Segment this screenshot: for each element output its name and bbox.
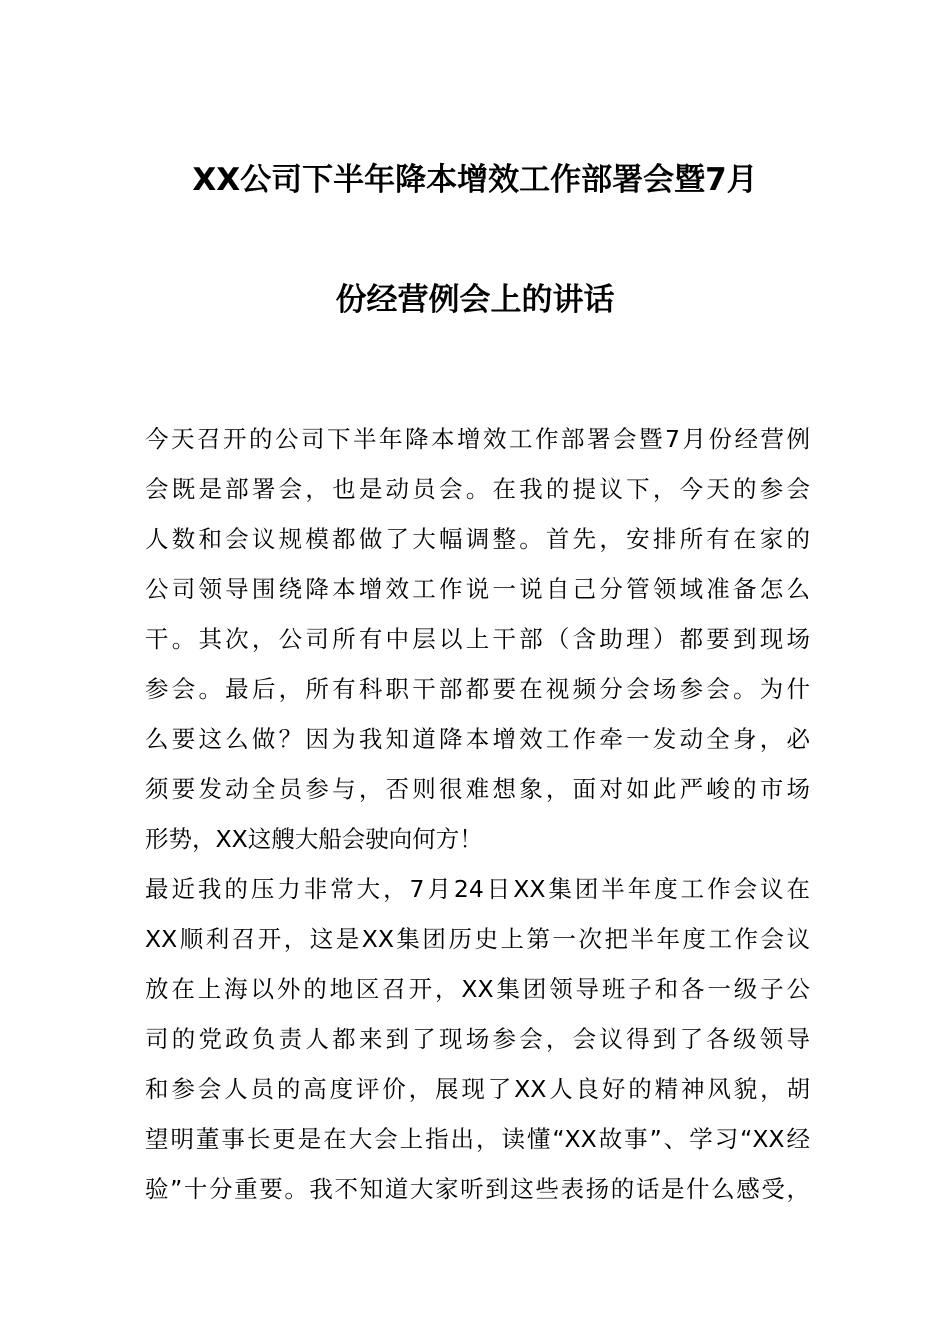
paragraph-line: 最近我的压力非常大，7月24日XX集团半年度工作会议在 [145,875,810,903]
paragraph-line: 放在上海以外的地区召开，XX集团领导班子和各一级子公 [145,975,810,1003]
paragraph-line: 参会。最后，所有科职干部都要在视频分会场参会。为什 [145,675,810,703]
page-title-line-2: 份经营例会上的讲话 [335,282,615,318]
paragraph-line: 么要这么做？因为我知道降本增效工作牵一发动全身，必 [145,725,810,753]
paragraph-line: 须要发动全员参与，否则很难想象，面对如此严峻的市场 [145,775,810,803]
paragraph-line: 公司领导围绕降本增效工作说一说自己分管领域准备怎么 [145,575,810,603]
paragraph-line: 司的党政负责人都来到了现场参会，会议得到了各级领导 [145,1025,810,1053]
paragraph-line: 形势，XX这艘大船会驶向何方！ [145,825,483,853]
page-title-line-1: XX公司下半年降本增效工作部署会暨7月 [192,162,758,198]
paragraph-2 [145,864,810,1214]
paragraph-line: XX顺利召开，这是XX集团历史上第一次把半年度工作会议 [145,925,810,953]
paragraph-line: 会既是部署会，也是动员会。在我的提议下，今天的参会 [145,475,810,503]
paragraph-line: 望明董事长更是在大会上指出，读懂“XX故事”、学习“XX经 [145,1125,810,1153]
paragraph-line: 人数和会议规模都做了大幅调整。首先，安排所有在家的 [145,525,810,553]
paragraph-line: 干。其次，公司所有中层以上干部（含助理）都要到现场 [145,625,810,653]
paragraph-line: 验”十分重要。我不知道大家听到这些表扬的话是什么感受， [145,1175,810,1203]
paragraph-1 [145,414,810,864]
paragraph-line: 今天召开的公司下半年降本增效工作部署会暨7月份经营例 [145,425,810,453]
paragraph-line: 和参会人员的高度评价，展现了XX人良好的精神风貌，胡 [145,1075,810,1103]
